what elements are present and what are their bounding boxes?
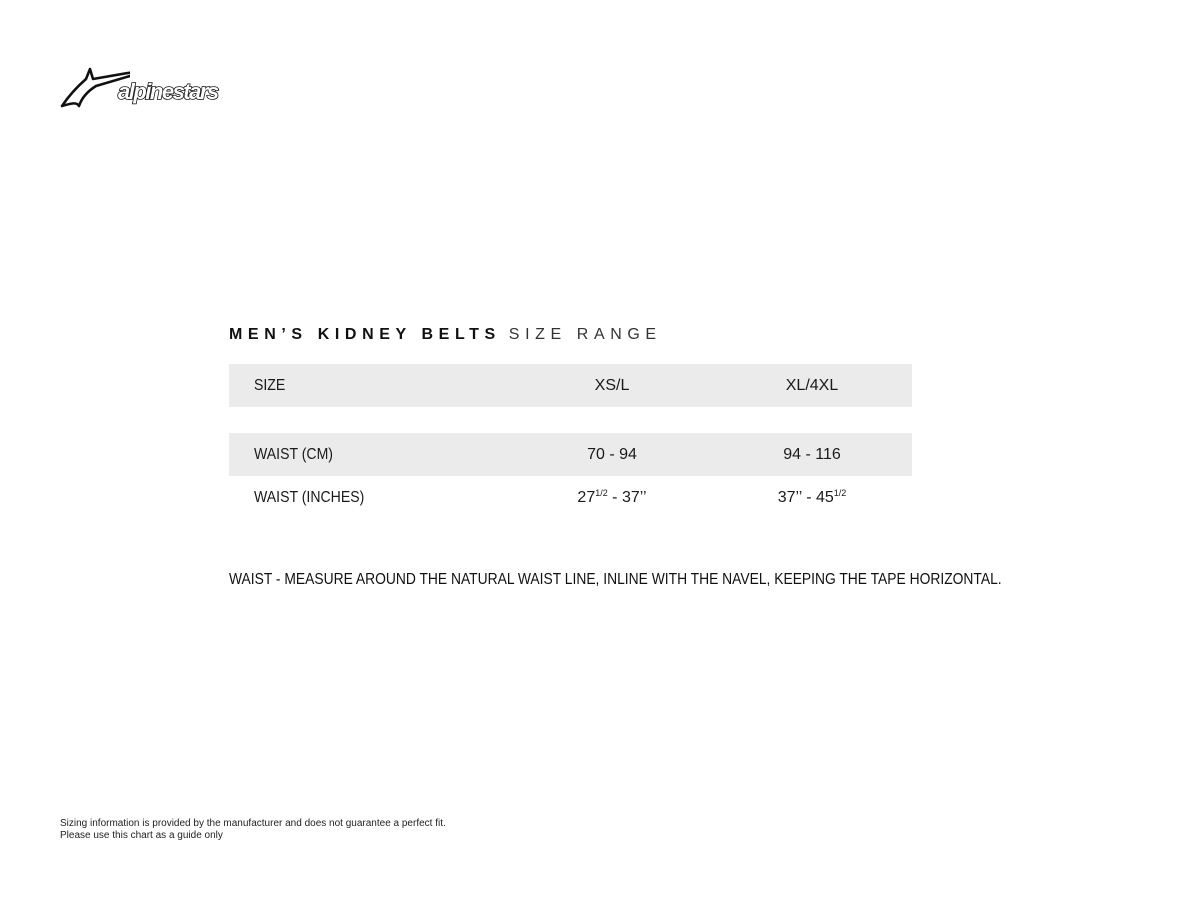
waist-in-xs-l-main: 27 [577, 489, 596, 506]
waist-inches-row [229, 476, 912, 519]
waist-inches-label: WAIST (INCHES) [254, 489, 365, 506]
waist-in-xs-l-rest: - 37’’ [607, 489, 647, 506]
waist-cm-label: WAIST (CM) [254, 446, 333, 463]
measurement-note: WAIST - MEASURE AROUND THE NATURAL WAIST LINE, INLINE WITH THE NAVEL, KEEPING THE TAPE HORIZONTAL. [229, 571, 1002, 588]
waist-in-xl-4xl-main: 37’’ - 45 [777, 489, 834, 506]
size-xs-l: XS/L [594, 377, 630, 394]
size-header-row [229, 364, 912, 407]
size-header-label: SIZE [254, 377, 286, 394]
title-product: MEN’S KIDNEY BELTS [229, 326, 501, 343]
waist-cm-row [229, 433, 912, 476]
size-xl-4xl: XL/4XL [785, 377, 839, 394]
waist-inches-xl-4xl [712, 476, 912, 519]
disclaimer-line-1: Sizing information is provided by the manufacturer and does not guarantee a perfect fit. [60, 818, 446, 829]
brand-wordmark: alpinestars [118, 79, 218, 104]
waist-cm-xl-4xl: 94 - 116 [783, 446, 841, 463]
waist-in-xl-4xl-fraction: 1/2 [833, 488, 847, 498]
title-size-range: SIZE RANGE [508, 326, 662, 343]
waist-inches-xs-l [512, 476, 712, 519]
waist-in-xs-l-fraction: 1/2 [595, 488, 608, 498]
disclaimer [60, 818, 446, 842]
waist-cm-xs-l: 70 - 94 [587, 446, 637, 463]
disclaimer-line-2: Please use this chart as a guide only [60, 830, 223, 841]
brand-logo [60, 64, 266, 112]
size-chart-title [229, 326, 662, 344]
